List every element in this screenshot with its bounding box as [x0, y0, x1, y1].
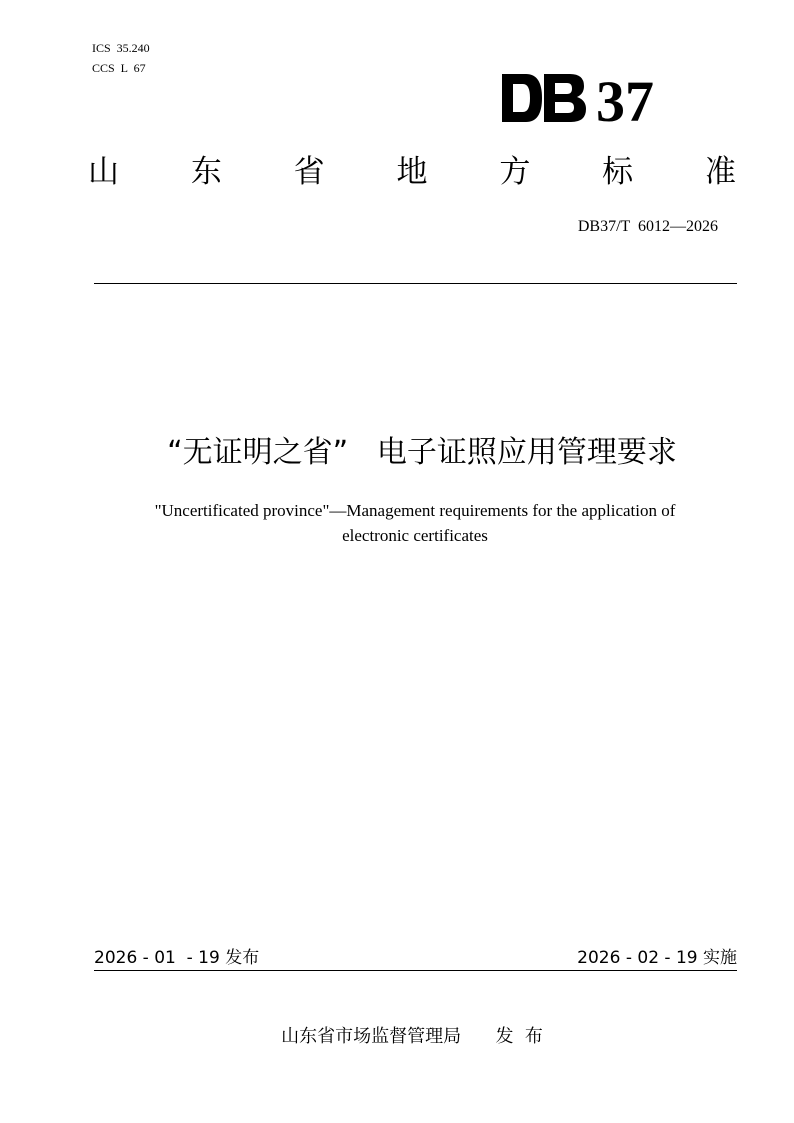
bottom-divider: [94, 970, 737, 971]
logo-letter-b: [544, 74, 586, 122]
title-char-4: 地: [396, 154, 428, 190]
db37-logo-graphic: [500, 70, 690, 130]
title-char-1: 山: [88, 154, 119, 190]
title-char-6: 标: [602, 154, 634, 190]
title-char-2: 东: [190, 154, 222, 190]
document-title-en-line2: electronic certificates: [342, 526, 488, 545]
db37-logo: [500, 70, 690, 130]
publisher: 山东省市场监督管理局 发 布: [281, 1026, 543, 1047]
classification-codes: [92, 38, 150, 78]
document-title-cn: “无证明之省” 电子证照应用管理要求: [167, 435, 677, 470]
title-char-3: 省: [293, 154, 325, 190]
ics-code: ICS 35.240: [92, 41, 150, 55]
top-divider: [94, 283, 737, 284]
issue-date: 2026 - 01 - 19 发布: [94, 948, 260, 968]
document-title-en: [110, 498, 720, 548]
title-char-5: 方: [499, 154, 531, 190]
standard-number: DB37/T 6012—2026: [577, 218, 718, 235]
title-char-7: 准: [704, 154, 736, 190]
implementation-date: 2026 - 02 - 19 实施: [577, 948, 737, 968]
standard-category-title: [88, 150, 736, 194]
document-title-en-line1: "Uncertificated province"—Management requirements for the application of: [154, 501, 676, 520]
logo-letter-d: [502, 74, 542, 122]
date-row: [94, 945, 737, 971]
ccs-code: CCS L 67: [92, 61, 146, 75]
logo-digits: 37: [596, 70, 654, 130]
